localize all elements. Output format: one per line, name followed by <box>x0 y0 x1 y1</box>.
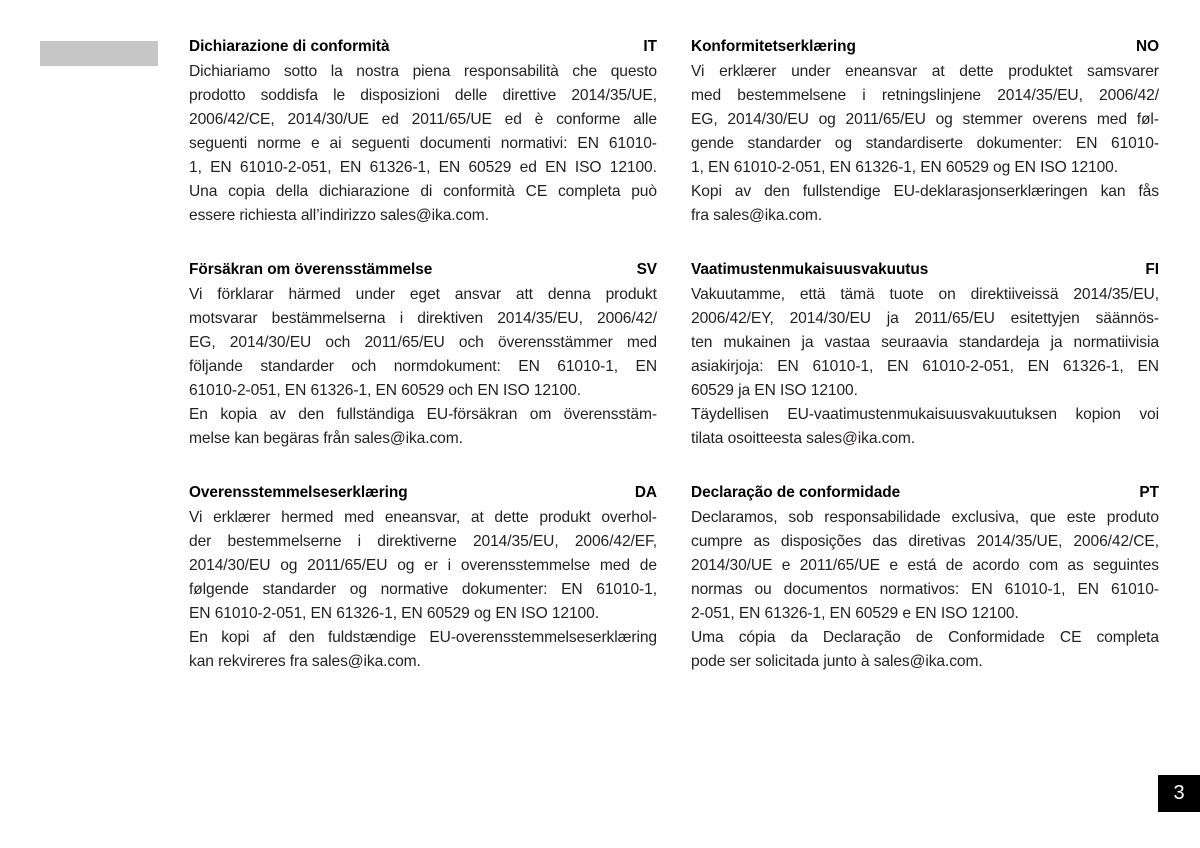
text-line: følgende standarder og normative dokumenter: EN 61010-1, <box>189 581 657 598</box>
text-line: asiakirjoja: EN 61010-1, EN 61010-2-051, EN 61326-1, EN <box>691 358 1159 375</box>
paragraph <box>691 283 1159 403</box>
text-line: Vi förklarar härmed under eget ansvar att denna produkt <box>189 286 657 303</box>
section-header-fi <box>691 259 1159 281</box>
text-line: 1, EN 61010-2-051, EN 61326-1, EN 60529 ed EN ISO 12100. <box>189 159 657 176</box>
text-line: Vi erklærer hermed med eneansvar, at dette produkt overhol- <box>189 509 657 526</box>
text-line: 60529 ja EN ISO 12100. <box>691 382 858 399</box>
language-code-fi: FI <box>1145 261 1159 278</box>
text-line: fra sales@ika.com. <box>691 207 823 224</box>
declaration-columns <box>189 36 1160 674</box>
section-title-sv: Försäkran om överensstämmelse <box>189 261 433 278</box>
text-line: normas ou documentos normativos: EN 61010-1, EN 61010- <box>691 581 1159 598</box>
text-line: 2006/42/EY, 2014/30/EU ja 2011/65/EU esitettyjen säännös- <box>691 310 1159 327</box>
text-line: ten mukainen ja vastaa seuraavia standardeja ja normatiivisia <box>691 334 1159 351</box>
text-line: 2-051, EN 61326-1, EN 60529 e EN ISO 12100. <box>691 605 1019 622</box>
text-line: der bestemmelserne i direktiverne 2014/35/EU, 2006/42/EF, <box>189 533 657 550</box>
paragraph <box>691 60 1159 180</box>
text-line: 2006/42/CE, 2014/30/UE ed 2011/65/UE ed è conforme alle <box>189 111 657 128</box>
section-title-no: Konformitetserklæring <box>691 38 856 55</box>
section-header-sv <box>189 259 657 281</box>
text-line: 61010-2-051, EN 61326-1, EN 60529 och EN ISO 12100. <box>189 382 581 399</box>
section-title-fi: Vaatimustenmukaisuusvakuutus <box>691 261 929 278</box>
declaration-section-pt <box>691 482 1159 674</box>
text-line: 1, EN 61010-2-051, EN 61326-1, EN 60529 og EN ISO 12100. <box>691 159 1118 176</box>
section-header-it <box>189 36 657 58</box>
text-line: seguenti norme e ai seguenti documenti normativi: EN 61010- <box>189 135 657 152</box>
declaration-section-da <box>189 482 657 674</box>
paragraph <box>691 506 1159 626</box>
section-header-pt <box>691 482 1159 504</box>
text-line: tilata osoitteesta sales@ika.com. <box>691 430 916 447</box>
text-line: En kopi af den fuldstændige EU-overensstemmelseserklæring <box>189 629 657 646</box>
text-line: med bestemmelsene i retningslinjene 2014/35/EU, 2006/42/ <box>691 87 1159 104</box>
text-line: cumpre as disposições das diretivas 2014/35/UE, 2006/42/CE, <box>691 533 1159 550</box>
text-line: följande standarder och normdokument: EN 61010-1, EN <box>189 358 657 375</box>
text-line: Vi erklærer under eneansvar at dette produktet samsvarer <box>691 63 1159 80</box>
corner-marker-block <box>40 41 158 66</box>
section-title-da: Overensstemmelseserklæring <box>189 484 408 501</box>
right-column <box>691 36 1159 674</box>
text-line: Vakuutamme, että tämä tuote on direktiiveissä 2014/35/EU, <box>691 286 1159 303</box>
language-code-pt: PT <box>1139 484 1159 501</box>
text-line: Declaramos, sob responsabilidade exclusiva, que este produto <box>691 509 1159 526</box>
paragraph <box>189 60 657 228</box>
paragraph <box>691 626 1159 674</box>
text-line: EG, 2014/30/EU och 2011/65/EU och överensstämmer med <box>189 334 657 351</box>
text-line: EG, 2014/30/EU og 2011/65/EU og stemmer overens med føl- <box>691 111 1159 128</box>
declaration-section-sv <box>189 259 657 451</box>
declaration-section-no <box>691 36 1159 228</box>
text-line: Una copia della dichiarazione di conformità CE completa può <box>189 183 657 200</box>
section-header-da <box>189 482 657 504</box>
text-line: kan rekvireres fra sales@ika.com. <box>189 653 421 670</box>
declaration-section-fi <box>691 259 1159 451</box>
text-line: pode ser solicitada junto à sales@ika.com. <box>691 653 983 670</box>
text-line: 2014/30/UE e 2011/65/UE e está de acordo com as seguintes <box>691 557 1159 574</box>
text-line: Täydellisen EU-vaatimustenmukaisuusvakuutuksen kopion voi <box>691 406 1159 423</box>
language-code-it: IT <box>643 38 657 55</box>
language-code-no: NO <box>1136 38 1159 55</box>
paragraph <box>189 626 657 674</box>
text-line: 2014/30/EU og 2011/65/EU og er i overensstemmelse med de <box>189 557 657 574</box>
text-line: Dichiariamo sotto la nostra piena responsabilità che questo <box>189 63 657 80</box>
text-line: melse kan begäras från sales@ika.com. <box>189 430 463 447</box>
paragraph <box>189 403 657 451</box>
text-line: motsvarar bestämmelserna i direktiven 2014/35/EU, 2006/42/ <box>189 310 657 327</box>
paragraph <box>189 506 657 626</box>
language-code-sv: SV <box>636 261 657 278</box>
text-line: essere richiesta all’indirizzo sales@ika.com. <box>189 207 489 224</box>
paragraph <box>691 180 1159 228</box>
section-title-pt: Declaração de conformidade <box>691 484 901 501</box>
paragraph <box>189 283 657 403</box>
paragraph <box>691 403 1159 451</box>
left-column <box>189 36 657 674</box>
declaration-section-it <box>189 36 657 228</box>
text-line: Kopi av den fullstendige EU-deklarasjonserklæringen kan fås <box>691 183 1159 200</box>
text-line: prodotto soddisfa le disposizioni delle direttive 2014/35/UE, <box>189 87 657 104</box>
text-line: Uma cópia da Declaração de Conformidade CE completa <box>691 629 1159 646</box>
section-title-it: Dichiarazione di conformità <box>189 38 390 55</box>
text-line: EN 61010-2-051, EN 61326-1, EN 60529 og EN ISO 12100. <box>189 605 599 622</box>
language-code-da: DA <box>634 484 657 501</box>
page-number-badge: 3 <box>1158 775 1200 812</box>
text-line: gende standarder og standardiserte dokumenter: EN 61010- <box>691 135 1159 152</box>
section-header-no <box>691 36 1159 58</box>
text-line: En kopia av den fullständiga EU-försäkran om överensstäm- <box>189 406 657 423</box>
